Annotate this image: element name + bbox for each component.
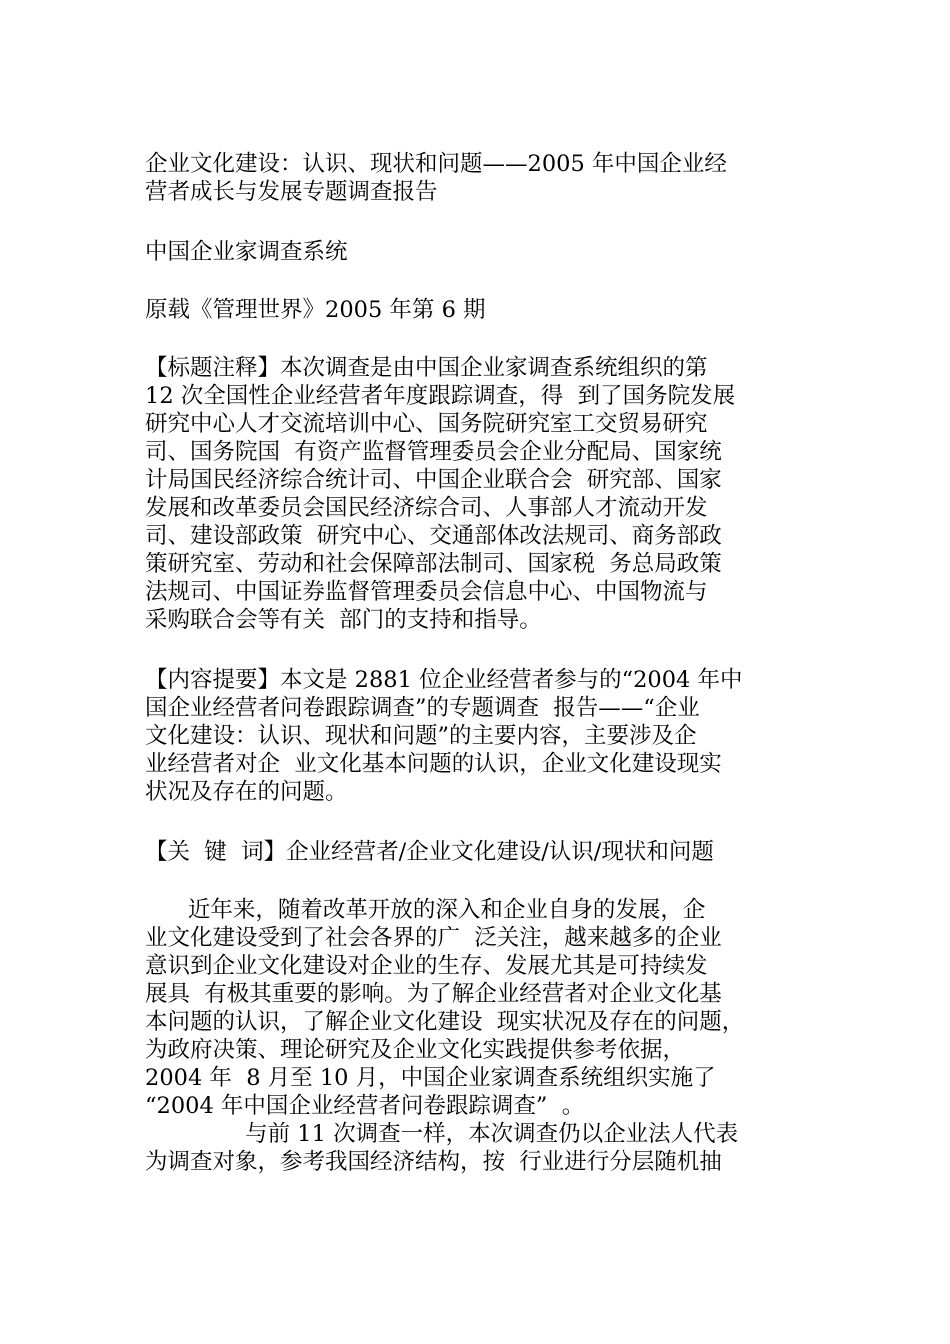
paragraph-line: 近年来，随着改革开放的深入和企业自身的发展，企 <box>145 897 706 923</box>
paragraph-line: 采购联合会等有关 部门的支持和指导。 <box>145 607 542 633</box>
title-note-paragraph <box>145 354 810 634</box>
title-line: 营者成长与发展专题调查报告 <box>145 179 438 205</box>
paragraph-line: 法规司、中国证券监督管理委员会信息中心、中国物流与 <box>145 579 708 605</box>
abstract-paragraph <box>145 666 810 806</box>
paragraph-line: 12 次全国性企业经营者年度跟踪调查，得 到了国务院发展 <box>145 383 736 409</box>
paragraph-line: 业经营者对企 业文化基本问题的认识，企业文化建设现实 <box>145 751 722 777</box>
document-title <box>145 150 810 206</box>
paragraph-line: 展具 有极其重要的影响。为了解企业经营者对企业文化基 <box>145 981 722 1007</box>
paragraph-line: 策研究室、劳动和社会保障部法制司、国家税 务总局政策 <box>145 551 722 577</box>
paragraph-line: 国企业经营者问卷跟踪调查”的专题调查 报告——“企业 <box>145 695 700 721</box>
paragraph-line: 与前 11 次调查一样，本次调查仍以企业法人代表 <box>145 1121 739 1147</box>
paragraph-line: 状况及存在的问题。 <box>145 779 348 805</box>
paragraph-line: “2004 年中国企业经营者问卷跟踪调查” 。 <box>145 1093 585 1119</box>
paragraph-line: 为调查对象，参考我国经济结构，按 行业进行分层随机抽 <box>145 1149 722 1175</box>
paragraph-line: 意识到企业文化建设对企业的生存、发展尤其是可持续发 <box>145 953 708 979</box>
paragraph-line: 【内容提要】本文是 2881 位企业经营者参与的“2004 年中 <box>145 667 743 693</box>
source-line: 原载《管理世界》2005 年第 6 期 <box>145 297 486 323</box>
paragraph-line: 为政府决策、理论研究及企业文化实践提供参考依据， <box>145 1037 686 1063</box>
paragraph-line: 司、国务院国 有资产监督管理委员会企业分配局、国家统 <box>145 439 722 465</box>
keywords-line: 【关 键 词】企业经营者/企业文化建设/认识/现状和问题 <box>145 839 714 865</box>
paragraph-line: 计局国民经济综合统计司、中国企业联合会 研究部、国家 <box>145 467 722 493</box>
paragraph-line: 2004 年 8 月至 10 月，中国企业家调查系统组织实施了 <box>145 1065 716 1091</box>
paragraph-line: 【标题注释】本次调查是由中国企业家调查系统组织的第 <box>145 355 708 381</box>
paragraph-line: 司、建设部政策 研究中心、交通部体改法规司、商务部政 <box>145 523 722 549</box>
paragraph-line: 业文化建设受到了社会各界的广 泛关注，越来越多的企业 <box>145 925 722 951</box>
document-body <box>145 150 810 1176</box>
title-line: 企业文化建设：认识、现状和问题——2005 年中国企业经 <box>145 151 727 177</box>
paragraph-line: 文化建设：认识、现状和问题”的主要内容，主要涉及企 <box>145 723 697 749</box>
author-line: 中国企业家调查系统 <box>145 239 348 265</box>
body-paragraph-1 <box>145 896 810 1120</box>
paragraph-line: 发展和改革委员会国民经济综合司、人事部人才流动开发 <box>145 495 708 521</box>
body-paragraph-2 <box>145 1120 810 1176</box>
paragraph-line: 本问题的认识，了解企业文化建设 现实状况及存在的问题， <box>145 1009 745 1035</box>
paragraph-line: 研究中心人才交流培训中心、国务院研究室工交贸易研究 <box>145 411 708 437</box>
